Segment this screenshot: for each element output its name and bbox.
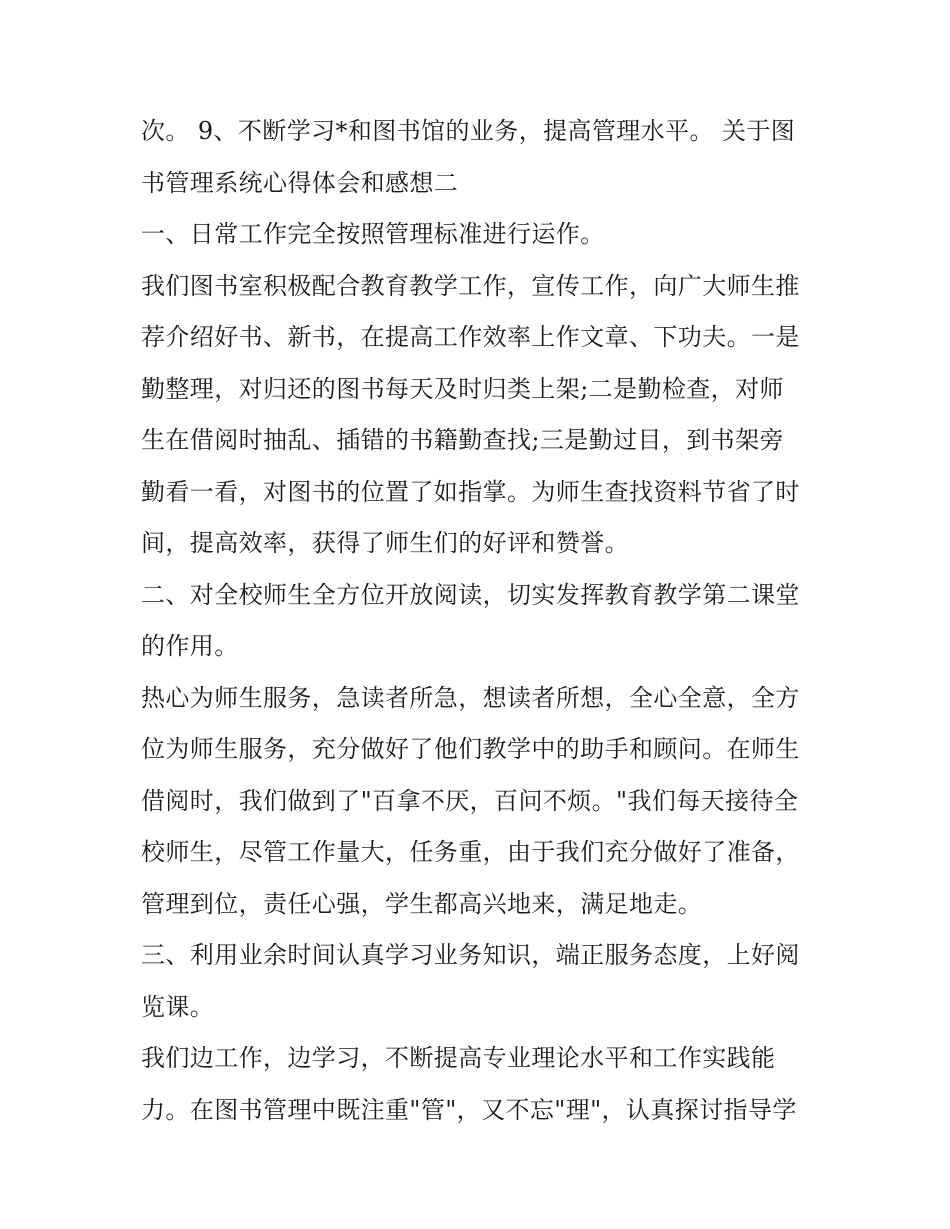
text-line: 览课。 [141, 992, 215, 1021]
text-line: 书管理系统心得体会和感想二 [141, 168, 459, 197]
text-line: 热心为师生服务，急读者所急，想读者所想，全心全意，全方 [141, 683, 800, 712]
text-line: 生在借阅时抽乱、插错的书籍勤查找;三是勤过目，到书架旁 [141, 426, 784, 454]
text-line: 的作用。 [141, 632, 239, 660]
text-line: 我们图书室积极配合教育教学工作，宣传工作，向广大师生推 [141, 271, 800, 300]
text-line: 荐介绍好书、新书，在提高工作效率上作文章、下功夫。一是 [141, 323, 800, 351]
text-line: 位为师生服务，充分做好了他们教学中的助手和顾问。在师生 [141, 735, 800, 763]
text-line: 次。 9、不断学习*和图书馆的业务，提高管理水平。 关于图 [141, 117, 796, 145]
text-line: 力。在图书管理中既注重"管"，又不忘"理"，认真探讨指导学 [141, 1095, 797, 1124]
text-line: 管理到位，责任心强，学生都高兴地来，满足地走。 [141, 889, 703, 918]
text-line: 一、日常工作完全按照管理标准进行运作。 [141, 220, 605, 248]
text-line: 校师生，尽管工作量大，任务重，由于我们充分做好了准备， [141, 838, 800, 866]
text-line: 间，提高效率，获得了师生们的好评和赞誉。 [141, 529, 629, 557]
text-line: 我们边工作，边学习，不断提高专业理论水平和工作实践能 [141, 1044, 776, 1072]
text-line: 借阅时，我们做到了"百拿不厌，百问不烦。"我们每天接待全 [141, 786, 799, 815]
text-line: 三、利用业余时间认真学习业务知识，端正服务态度，上好阅 [141, 941, 800, 969]
text-line: 勤整理，对归还的图书每天及时归类上架;二是勤检查，对师 [141, 374, 784, 403]
text-line: 二、对全校师生全方位开放阅读，切实发挥教育教学第二课堂 [141, 580, 800, 609]
document-body [141, 106, 821, 1136]
text-line: 勤看一看，对图书的位置了如指掌。为师生查找资料节省了时 [141, 477, 800, 506]
